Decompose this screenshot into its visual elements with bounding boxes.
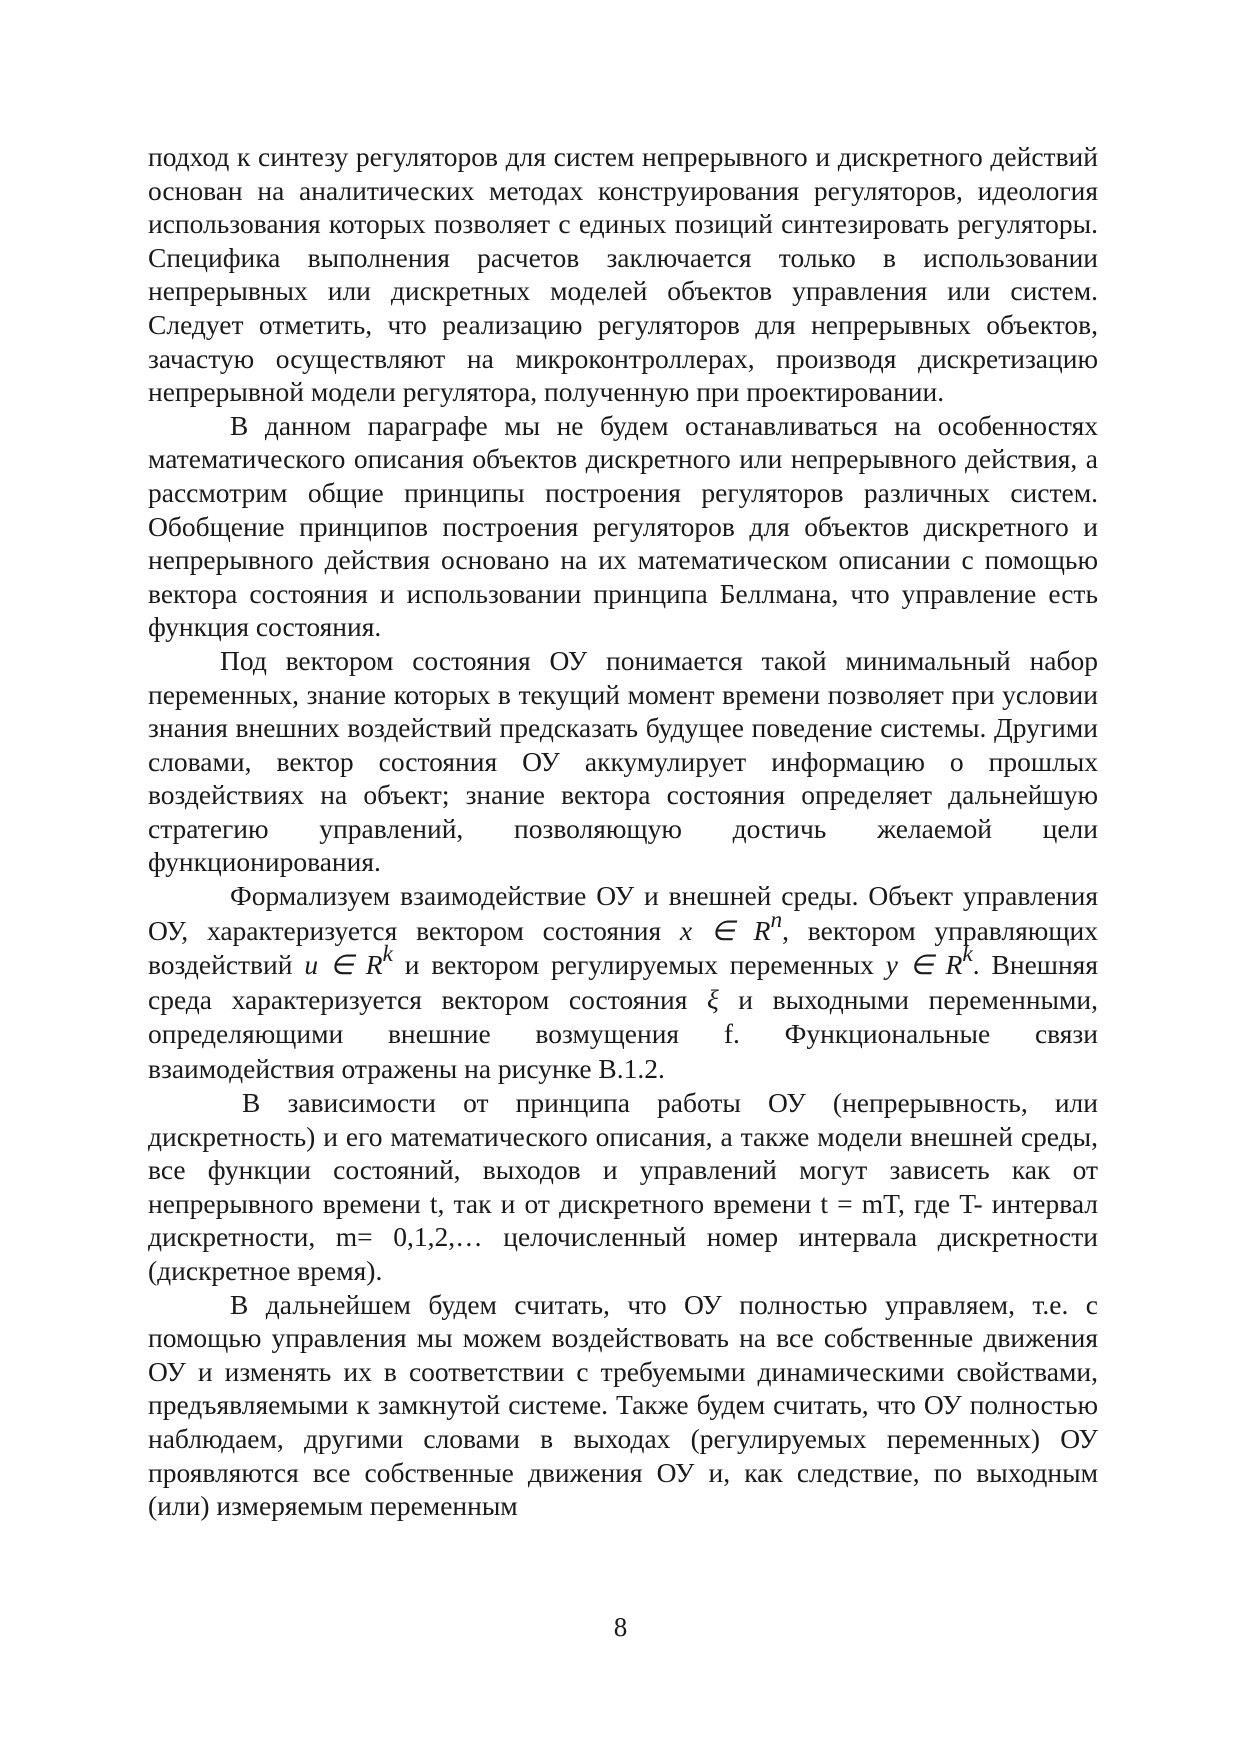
paragraph-5: В зависимости от принципа работы ОУ (непрерывность, или дискретность) и его математического описания, а также модели внешней среды, все функции состояний, выходов и управлений могут зависеть как от непрерывного времени t, так и от дискретного времени t = mT, где T- интервал дискретности, m= 0,1,2,… целочисленный номер интервала дискретности (дискретное время). bbox=[148, 1087, 1098, 1287]
formula-x-superscript: n bbox=[770, 906, 783, 933]
formula-y-superscript: k bbox=[962, 941, 973, 968]
paragraph-4-text-3: и вектором регулируемых переменных bbox=[392, 949, 886, 981]
formula-u-superscript: k bbox=[382, 941, 393, 968]
formula-xi: ξ bbox=[706, 983, 719, 1015]
paragraph-4 bbox=[148, 879, 1098, 1086]
paragraph-6: В дальнейшем будем считать, что ОУ полностью управляем, т.е. с помощью управления мы можем воздействовать на все собственные движения ОУ и изменять их в соответствии с требуемыми динамическими свойствами, предъявляемыми к замкнутой системе. Также будем считать, что ОУ полностью наблюдаем, другими словами в выходах (регулируемых переменных) ОУ проявляются все собственные движения ОУ и, как следствие, по выходным (или) измеряемым переменным bbox=[148, 1288, 1098, 1522]
formula-x-base: x ∈ R bbox=[679, 914, 771, 946]
paragraph-1: подход к синтезу регуляторов для систем непрерывного и дискретного действий основан на аналитических методах конструирования регуляторов, идеология использования которых позволяет с единых позиций синтезировать регуляторы. Специфика выполнения расчетов заключается только в использовании непрерывных или дискретных моделей объектов управления или систем. Следует отметить, что реализацию регуляторов для непрерывных объектов, зачастую осуществляют на микроконтроллерах, производя дискретизацию непрерывной модели регулятора, полученную при проектировании. bbox=[148, 141, 1098, 408]
formula-y-in-rk bbox=[885, 941, 973, 981]
paragraph-4-text-2: , вектором управляющих воздействий bbox=[148, 914, 1098, 981]
formula-y-base: y ∈ R bbox=[885, 949, 963, 981]
paragraph-4-text-1: Формализуем взаимодействие ОУ и внешней среды. Объект управления ОУ, характеризуется вектором состояния bbox=[148, 880, 1098, 946]
formula-u-base: u ∈ R bbox=[304, 949, 383, 981]
page-number: 8 bbox=[613, 1612, 628, 1642]
document-body bbox=[148, 140, 1098, 1523]
paragraph-4-text-5: и выходными переменными, определяющими внешние возмущения f. Функциональные связи взаимодействия отражены на рисунке В.1.2. bbox=[148, 983, 1098, 1084]
formula-u-in-rk bbox=[304, 941, 393, 981]
paragraph-4-text-4: . Внешняя среда характеризуется вектором состояния bbox=[148, 949, 1098, 1015]
formula-x-in-rn bbox=[679, 906, 783, 946]
paragraph-3: Под вектором состояния ОУ понимается такой минимальный набор переменных, знание которых в текущий момент времени позволяет при условии знания внешних воздействий предсказать будущее поведение системы. Другими словами, вектор состояния ОУ аккумулирует информацию о прошлых воздействиях на объект; знание вектора состояния определяет дальнейшую стратегию управлений, позволяющую достичь желаемой цели функционирования. bbox=[148, 644, 1098, 878]
paragraph-2: В данном параграфе мы не будем останавливаться на особенностях математического описания объектов дискретного или непрерывного действия, а рассмотрим общие принципы построения регуляторов различных систем. Обобщение принципов построения регуляторов для объектов дискретного и непрерывного действия основано на их математическом описании с помощью вектора состояния и использовании принципа Беллмана, что управление есть функция состояния. bbox=[148, 409, 1098, 643]
